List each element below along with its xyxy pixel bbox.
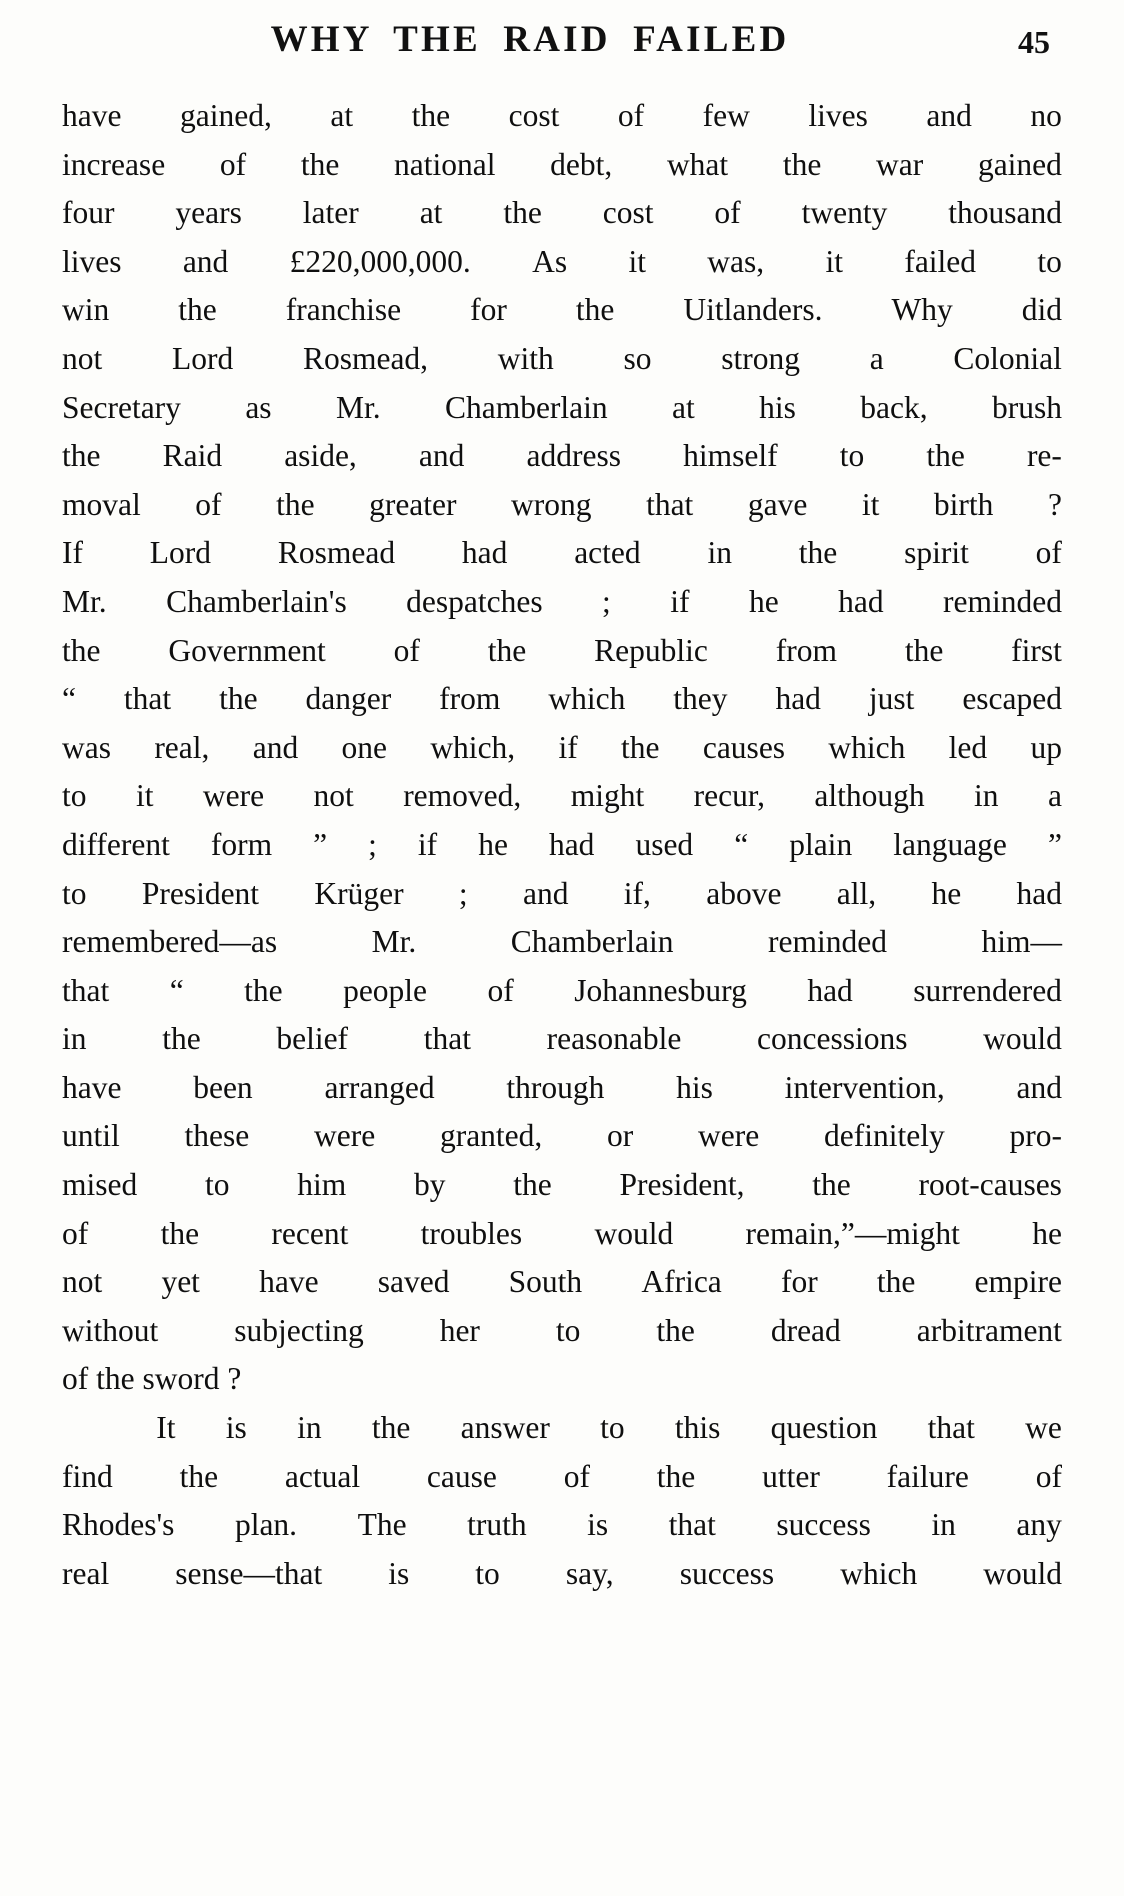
word: cost	[602, 195, 654, 231]
word: one	[341, 729, 387, 765]
word: as	[245, 389, 272, 425]
word: were	[698, 1118, 760, 1154]
word: and	[418, 438, 465, 474]
text-line	[62, 821, 1062, 870]
word: it	[135, 778, 154, 814]
word: subjecting	[234, 1312, 364, 1348]
word: that	[423, 1021, 471, 1057]
word: any	[1016, 1507, 1062, 1543]
word: cost	[508, 98, 560, 133]
word: to	[1037, 243, 1062, 279]
word: the	[621, 729, 660, 765]
word: gained,	[179, 98, 272, 133]
word: without	[62, 1312, 159, 1348]
word: of	[393, 632, 420, 668]
word: of	[1035, 1458, 1062, 1494]
word: win	[62, 292, 110, 328]
word: were	[314, 1118, 376, 1154]
word: address	[526, 438, 621, 474]
word: danger	[305, 681, 392, 717]
word: had	[838, 583, 884, 619]
word: success	[679, 1555, 775, 1591]
word: Government	[168, 632, 326, 668]
word: causes	[702, 729, 786, 765]
word: remain,”—might	[745, 1215, 960, 1251]
word: to	[62, 778, 87, 814]
word: increase	[62, 146, 166, 182]
text-line	[62, 141, 1062, 190]
word: find	[62, 1458, 113, 1494]
word: they	[673, 681, 728, 717]
text-line	[62, 92, 1062, 141]
word: concessions	[757, 1021, 908, 1057]
word: franchise	[285, 292, 402, 328]
word: Chamberlain's	[166, 583, 347, 619]
word: dread	[770, 1312, 841, 1348]
word: might	[570, 778, 645, 814]
word: did	[1021, 292, 1062, 328]
word: the	[575, 292, 615, 328]
word: have	[259, 1264, 319, 1300]
word: he	[1032, 1215, 1062, 1251]
word: debt,	[550, 146, 613, 182]
text-line	[62, 1453, 1062, 1502]
word: is	[388, 1555, 410, 1591]
word: of	[617, 98, 645, 133]
word: of	[195, 486, 222, 522]
word: a	[1047, 778, 1062, 814]
word: back,	[860, 389, 928, 425]
word: his	[676, 1069, 713, 1105]
word: he	[478, 826, 508, 862]
word: at	[330, 98, 354, 133]
text-line	[62, 1064, 1062, 1113]
word: question	[770, 1410, 878, 1446]
word: used	[635, 826, 694, 862]
word: Lord	[171, 340, 234, 376]
word: is	[225, 1410, 247, 1446]
page-number: 45	[1018, 24, 1050, 60]
text-line	[62, 1112, 1062, 1161]
word: pro-	[1009, 1118, 1062, 1154]
word: until	[62, 1118, 120, 1154]
word: or	[607, 1118, 634, 1154]
word: been	[193, 1069, 253, 1105]
text-line	[62, 675, 1062, 724]
word: to	[204, 1167, 230, 1203]
word: had	[807, 972, 853, 1008]
word: these	[184, 1118, 250, 1154]
word: yet	[161, 1264, 200, 1300]
word: gave	[747, 486, 808, 522]
word: is	[587, 1507, 609, 1543]
word: saved	[377, 1264, 450, 1300]
word: cause	[426, 1458, 497, 1494]
word: the	[62, 438, 101, 474]
word: ;	[458, 875, 468, 911]
word: the	[812, 1167, 851, 1203]
word: had	[775, 681, 821, 717]
word: all,	[836, 875, 877, 911]
word: had	[1016, 875, 1062, 911]
word: Republic	[594, 632, 708, 668]
word: the	[62, 632, 101, 668]
word: the	[244, 972, 283, 1008]
word: the	[798, 535, 838, 571]
word: root-causes	[918, 1167, 1062, 1203]
text-line	[62, 335, 1062, 384]
word: in	[297, 1410, 322, 1446]
text-line	[62, 772, 1062, 821]
word: real	[62, 1555, 110, 1591]
word: truth	[467, 1507, 527, 1543]
word: with	[497, 340, 554, 376]
word: brush	[992, 389, 1062, 425]
word: later	[302, 195, 359, 231]
word: from	[775, 632, 837, 668]
word: and	[522, 875, 569, 911]
text-line	[62, 189, 1062, 238]
word: so	[623, 340, 652, 376]
word: Lord	[149, 535, 212, 571]
word: it	[861, 486, 880, 522]
word: If	[62, 535, 83, 571]
word: at	[419, 195, 443, 231]
word: of	[487, 972, 514, 1008]
word: spirit	[904, 535, 969, 571]
word: re-	[1026, 438, 1062, 474]
word: “	[169, 972, 184, 1008]
word: granted,	[439, 1118, 543, 1154]
word: at	[672, 389, 695, 425]
word: different	[62, 826, 170, 862]
word: actual	[284, 1458, 361, 1494]
word: for	[470, 292, 507, 328]
word: Why	[891, 292, 953, 328]
word: reasonable	[546, 1021, 682, 1057]
word: people	[343, 972, 428, 1008]
word: arranged	[324, 1069, 435, 1105]
word: £220,000,000.	[289, 243, 471, 279]
word: form	[210, 826, 273, 862]
word: to	[555, 1312, 581, 1348]
word: lives	[62, 243, 122, 279]
text-line: of the sword ?	[62, 1361, 242, 1397]
word: twenty	[801, 195, 888, 231]
word: South	[508, 1264, 583, 1300]
word: ”	[313, 826, 328, 862]
word: and	[252, 729, 299, 765]
word: few	[702, 98, 750, 133]
word: although	[814, 778, 925, 814]
word: acted	[574, 535, 641, 571]
word: removed,	[403, 778, 522, 814]
word: to	[600, 1410, 625, 1446]
word: troubles	[420, 1215, 523, 1251]
word: led	[948, 729, 988, 765]
word: utter	[762, 1458, 820, 1494]
word: first	[1011, 632, 1062, 668]
word: thousand	[948, 195, 1062, 231]
word: plain	[789, 826, 853, 862]
word: it	[825, 243, 843, 279]
word: which,	[430, 729, 516, 765]
word: remembered—as	[62, 924, 278, 960]
word: that	[646, 486, 694, 522]
word: recent	[271, 1215, 349, 1251]
text-line	[62, 384, 1062, 433]
word: strong	[721, 340, 800, 376]
word: from	[439, 681, 501, 717]
word: which	[548, 681, 626, 717]
word: Mr.	[62, 583, 107, 619]
word: and	[182, 243, 229, 279]
word: of	[219, 146, 247, 182]
word: plan.	[234, 1507, 298, 1543]
word: four	[62, 195, 115, 231]
word: success	[776, 1507, 871, 1543]
text-line	[62, 1161, 1062, 1210]
word: the	[503, 195, 542, 231]
word: failure	[886, 1458, 969, 1494]
word: of	[62, 1215, 89, 1251]
word: national	[393, 146, 496, 182]
word: the	[904, 632, 944, 668]
word: the	[219, 681, 258, 717]
word: belief	[276, 1021, 349, 1057]
word: the	[371, 1410, 411, 1446]
word: in	[931, 1507, 956, 1543]
word: above	[706, 875, 782, 911]
word: up	[1030, 729, 1062, 765]
word: Secretary	[62, 389, 181, 425]
word: the	[513, 1167, 552, 1203]
word: a	[869, 340, 884, 376]
word: no	[1030, 98, 1062, 133]
word: not	[62, 340, 103, 376]
word: the	[276, 486, 315, 522]
word: empire	[974, 1264, 1062, 1300]
word: he	[931, 875, 962, 911]
word: in	[62, 1021, 87, 1057]
word: the	[487, 632, 527, 668]
word: moval	[62, 486, 141, 522]
word: had	[548, 826, 595, 862]
word: him	[297, 1167, 347, 1203]
word: of	[714, 195, 741, 231]
word: if,	[623, 875, 651, 911]
text-line	[62, 1404, 1062, 1453]
text-line	[62, 578, 1062, 627]
word: lives	[808, 98, 868, 133]
page-body-text	[62, 92, 1062, 1598]
word: Colonial	[953, 340, 1062, 376]
word: which	[840, 1555, 918, 1591]
word: have	[62, 98, 122, 133]
word: ”	[1047, 826, 1062, 862]
word: would	[983, 1555, 1062, 1591]
word: greater	[369, 486, 457, 522]
word: Johannesburg	[574, 972, 747, 1008]
word: to	[475, 1555, 500, 1591]
word: of	[1035, 535, 1062, 571]
word: sense—that	[175, 1555, 323, 1591]
text-line	[62, 1550, 1062, 1599]
word: what	[666, 146, 729, 182]
word: reminded	[768, 924, 887, 960]
word: despatches	[406, 583, 543, 619]
word: if	[558, 729, 578, 765]
text-line	[62, 1258, 1062, 1307]
word: had	[461, 535, 508, 571]
word: himself	[683, 438, 778, 474]
word: the	[782, 146, 822, 182]
word: just	[868, 681, 915, 717]
word: which	[828, 729, 906, 765]
word: Raid	[162, 438, 223, 474]
text-line	[62, 918, 1062, 967]
word: years	[175, 195, 242, 231]
word: Chamberlain	[444, 389, 608, 425]
word: of	[563, 1458, 590, 1494]
word: answer	[460, 1410, 550, 1446]
word: would	[983, 1021, 1062, 1057]
word: the	[162, 1021, 201, 1057]
word: say,	[565, 1555, 614, 1591]
word: his	[759, 389, 796, 425]
word: failed	[904, 243, 977, 279]
word: intervention,	[784, 1069, 945, 1105]
word: Africa	[641, 1264, 722, 1300]
word: the	[411, 98, 451, 133]
word: and	[926, 98, 972, 133]
word: in	[707, 535, 732, 571]
word: Rhodes's	[62, 1507, 175, 1543]
word: birth	[933, 486, 994, 522]
word: this	[674, 1410, 721, 1446]
word: reminded	[943, 583, 1062, 619]
word: Chamberlain	[510, 924, 674, 960]
text-line	[62, 529, 1062, 578]
word: real,	[154, 729, 210, 765]
word: ;	[368, 826, 377, 862]
word: and	[1016, 1069, 1062, 1105]
word: if	[670, 583, 690, 619]
word: recur,	[693, 778, 765, 814]
text-line	[62, 481, 1062, 530]
word: that	[668, 1507, 716, 1543]
word: to	[839, 438, 865, 474]
word: gained	[977, 146, 1062, 182]
word: war	[876, 146, 924, 182]
word: President	[141, 875, 260, 911]
word: for	[780, 1264, 818, 1300]
text-line	[62, 724, 1062, 773]
text-line	[62, 1307, 1062, 1356]
word: in	[974, 778, 999, 814]
word: was,	[707, 243, 765, 279]
word: “	[734, 826, 749, 862]
word: the	[876, 1264, 916, 1300]
word: would	[594, 1215, 674, 1251]
word: him—	[981, 924, 1062, 960]
word: by	[413, 1167, 446, 1203]
word: ?	[1047, 486, 1062, 522]
word: the	[656, 1458, 696, 1494]
word: that	[62, 972, 110, 1008]
word: the	[926, 438, 965, 474]
word: Mr.	[371, 924, 417, 960]
word: It	[156, 1410, 176, 1446]
word: Rosmead	[277, 535, 396, 571]
word: The	[357, 1507, 407, 1543]
word: Rosmead,	[302, 340, 429, 376]
text-line	[62, 1501, 1062, 1550]
word: Mr.	[335, 389, 381, 425]
word: escaped	[962, 681, 1062, 717]
text-line	[62, 432, 1062, 481]
word: her	[439, 1312, 480, 1348]
word: the	[160, 1215, 200, 1251]
word: “	[62, 681, 76, 717]
word: mised	[62, 1167, 138, 1203]
word: aside,	[284, 438, 357, 474]
word: language	[893, 826, 1007, 862]
word: not	[313, 778, 354, 814]
word: that	[927, 1410, 975, 1446]
word: the	[178, 292, 217, 328]
word: Krüger	[314, 875, 404, 911]
text-line	[62, 1015, 1062, 1064]
text-line	[62, 967, 1062, 1016]
text-line	[62, 238, 1062, 287]
word: ;	[602, 583, 611, 619]
page-header	[60, 18, 1060, 72]
word: it	[628, 243, 646, 279]
word: Uitlanders.	[683, 292, 823, 328]
word: definitely	[824, 1118, 945, 1154]
text-line	[62, 286, 1062, 335]
text-line	[62, 870, 1062, 919]
word: surrendered	[913, 972, 1062, 1008]
word: if	[417, 826, 438, 862]
word: wrong	[511, 486, 592, 522]
text-line	[62, 627, 1062, 676]
word: arbitrament	[916, 1312, 1062, 1348]
word: was	[62, 729, 111, 765]
word: not	[62, 1264, 103, 1300]
word: President,	[619, 1167, 745, 1203]
word: were	[202, 778, 265, 814]
word: the	[179, 1458, 219, 1494]
word: he	[748, 583, 779, 619]
word: have	[62, 1069, 122, 1105]
page-title: WHY THE RAID FAILED	[270, 19, 790, 60]
word: to	[62, 875, 87, 911]
word: the	[300, 146, 340, 182]
word: we	[1025, 1410, 1062, 1446]
word: the	[656, 1312, 695, 1348]
word: As	[532, 243, 568, 279]
text-line	[62, 1210, 1062, 1259]
word: that	[123, 681, 172, 717]
word: through	[506, 1069, 605, 1105]
